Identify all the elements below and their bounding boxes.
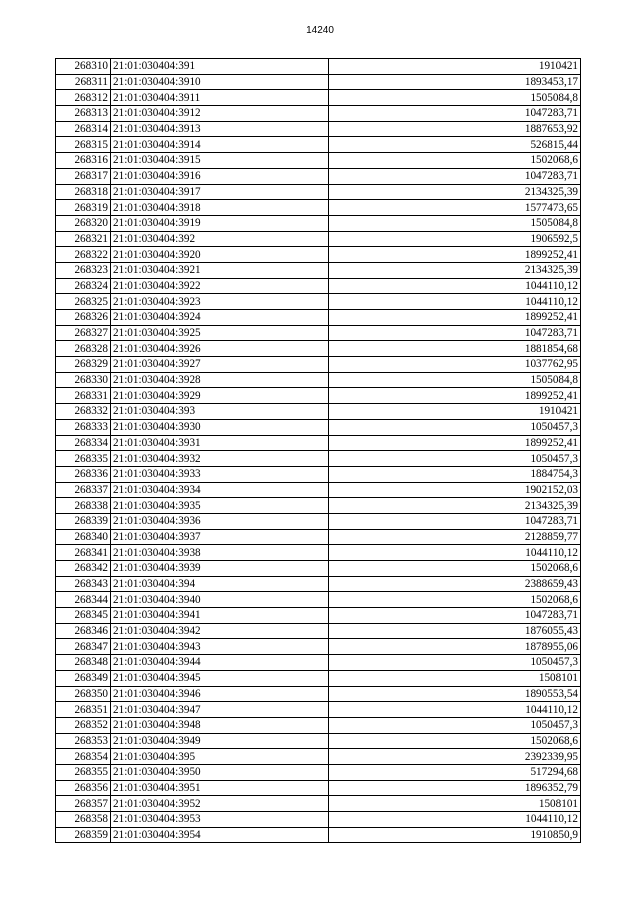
row-number: 268348 [56, 655, 111, 671]
cadastral-number: 21:01:030404:3951 [111, 780, 329, 796]
row-number: 268312 [56, 90, 111, 106]
cadastral-value: 1502068,6 [329, 733, 581, 749]
cadastral-number: 21:01:030404:3924 [111, 310, 329, 326]
cadastral-value: 526815,44 [329, 137, 581, 153]
cadastral-value: 1050457,3 [329, 451, 581, 467]
cadastral-value: 1910850,9 [329, 827, 581, 843]
table-row [56, 121, 581, 137]
row-number: 268333 [56, 419, 111, 435]
cadastral-number: 21:01:030404:3915 [111, 153, 329, 169]
row-number: 268343 [56, 576, 111, 592]
cadastral-number: 21:01:030404:3947 [111, 702, 329, 718]
row-number: 268332 [56, 404, 111, 420]
cadastral-number: 21:01:030404:3923 [111, 294, 329, 310]
table-row [56, 435, 581, 451]
cadastral-number: 21:01:030404:3925 [111, 325, 329, 341]
cadastral-value: 1884754,3 [329, 466, 581, 482]
cadastral-value: 1899252,41 [329, 435, 581, 451]
table-row [56, 451, 581, 467]
table-row [56, 262, 581, 278]
table-row [56, 780, 581, 796]
row-number: 268352 [56, 717, 111, 733]
cadastral-value: 1044110,12 [329, 294, 581, 310]
row-number: 268330 [56, 372, 111, 388]
table-row [56, 215, 581, 231]
row-number: 268356 [56, 780, 111, 796]
cadastral-value: 2392339,95 [329, 749, 581, 765]
cadastral-number: 21:01:030404:3918 [111, 200, 329, 216]
cadastral-value: 1047283,71 [329, 608, 581, 624]
cadastral-value: 1044110,12 [329, 278, 581, 294]
cadastral-number: 21:01:030404:3919 [111, 215, 329, 231]
row-number: 268340 [56, 529, 111, 545]
row-number: 268315 [56, 137, 111, 153]
cadastral-value: 1887653,92 [329, 121, 581, 137]
table-row [56, 702, 581, 718]
cadastral-value: 1044110,12 [329, 702, 581, 718]
cadastral-value: 1505084,8 [329, 215, 581, 231]
cadastral-number: 21:01:030404:3932 [111, 451, 329, 467]
cadastral-value: 1502068,6 [329, 592, 581, 608]
table-row [56, 686, 581, 702]
row-number: 268353 [56, 733, 111, 749]
table-row [56, 90, 581, 106]
row-number: 268338 [56, 498, 111, 514]
cadastral-number: 21:01:030404:3911 [111, 90, 329, 106]
cadastral-number: 21:01:030404:3912 [111, 106, 329, 122]
row-number: 268350 [56, 686, 111, 702]
cadastral-value: 1050457,3 [329, 717, 581, 733]
table-row [56, 168, 581, 184]
cadastral-value: 1910421 [329, 59, 581, 75]
cadastral-value: 1047283,71 [329, 325, 581, 341]
cadastral-number: 21:01:030404:3941 [111, 608, 329, 624]
table-row [56, 608, 581, 624]
cadastral-number: 21:01:030404:3948 [111, 717, 329, 733]
cadastral-number: 21:01:030404:3950 [111, 764, 329, 780]
cadastral-value: 1037762,95 [329, 357, 581, 373]
row-number: 268351 [56, 702, 111, 718]
cadastral-number: 21:01:030404:3946 [111, 686, 329, 702]
cadastral-number: 21:01:030404:3949 [111, 733, 329, 749]
row-number: 268354 [56, 749, 111, 765]
cadastral-number: 21:01:030404:3953 [111, 812, 329, 828]
table-row [56, 796, 581, 812]
row-number: 268324 [56, 278, 111, 294]
table-row [56, 357, 581, 373]
table-row [56, 184, 581, 200]
row-number: 268310 [56, 59, 111, 75]
row-number: 268327 [56, 325, 111, 341]
row-number: 268326 [56, 310, 111, 326]
cadastral-number: 21:01:030404:3922 [111, 278, 329, 294]
cadastral-number: 21:01:030404:3926 [111, 341, 329, 357]
table-row [56, 74, 581, 90]
cadastral-number: 21:01:030404:3916 [111, 168, 329, 184]
row-number: 268322 [56, 247, 111, 263]
cadastral-number: 21:01:030404:3935 [111, 498, 329, 514]
cadastral-number: 21:01:030404:3910 [111, 74, 329, 90]
cadastral-value: 1508101 [329, 796, 581, 812]
cadastral-number: 21:01:030404:3944 [111, 655, 329, 671]
cadastral-number: 21:01:030404:394 [111, 576, 329, 592]
cadastral-value: 1881854,68 [329, 341, 581, 357]
cadastral-number: 21:01:030404:393 [111, 404, 329, 420]
table-row [56, 294, 581, 310]
table-row [56, 670, 581, 686]
table-row [56, 419, 581, 435]
cadastral-number: 21:01:030404:3914 [111, 137, 329, 153]
table-row [56, 231, 581, 247]
table-row [56, 325, 581, 341]
cadastral-value: 1047283,71 [329, 106, 581, 122]
table-body [56, 59, 581, 843]
row-number: 268342 [56, 561, 111, 577]
row-number: 268335 [56, 451, 111, 467]
cadastral-number: 21:01:030404:3929 [111, 388, 329, 404]
table-row [56, 639, 581, 655]
row-number: 268320 [56, 215, 111, 231]
row-number: 268359 [56, 827, 111, 843]
cadastral-value: 1047283,71 [329, 168, 581, 184]
row-number: 268321 [56, 231, 111, 247]
cadastral-value: 1505084,8 [329, 372, 581, 388]
table-row [56, 592, 581, 608]
cadastral-value: 1899252,41 [329, 247, 581, 263]
cadastral-value: 1505084,8 [329, 90, 581, 106]
table-row [56, 482, 581, 498]
row-number: 268344 [56, 592, 111, 608]
cadastral-value: 1050457,3 [329, 655, 581, 671]
cadastral-value: 2134325,39 [329, 498, 581, 514]
cadastral-value: 2134325,39 [329, 184, 581, 200]
row-number: 268329 [56, 357, 111, 373]
table-row [56, 404, 581, 420]
cadastral-number: 21:01:030404:3921 [111, 262, 329, 278]
table-row [56, 137, 581, 153]
table-row [56, 310, 581, 326]
table-row [56, 655, 581, 671]
cadastral-number: 21:01:030404:3931 [111, 435, 329, 451]
row-number: 268323 [56, 262, 111, 278]
cadastral-number: 21:01:030404:3938 [111, 545, 329, 561]
cadastral-value: 1502068,6 [329, 153, 581, 169]
cadastral-number: 21:01:030404:3942 [111, 623, 329, 639]
table-row [56, 106, 581, 122]
cadastral-number: 21:01:030404:3920 [111, 247, 329, 263]
cadastral-number: 21:01:030404:3937 [111, 529, 329, 545]
cadastral-value: 1902152,03 [329, 482, 581, 498]
cadastral-number: 21:01:030404:392 [111, 231, 329, 247]
table-row [56, 341, 581, 357]
row-number: 268325 [56, 294, 111, 310]
row-number: 268336 [56, 466, 111, 482]
table-row [56, 812, 581, 828]
row-number: 268341 [56, 545, 111, 561]
cadastral-value: 1906592,5 [329, 231, 581, 247]
cadastral-value: 1047283,71 [329, 513, 581, 529]
table-row [56, 545, 581, 561]
table-row [56, 764, 581, 780]
row-number: 268334 [56, 435, 111, 451]
page-number: 14240 [306, 25, 334, 36]
table-row [56, 576, 581, 592]
table-row [56, 717, 581, 733]
table-row [56, 153, 581, 169]
cadastral-number: 21:01:030404:3917 [111, 184, 329, 200]
row-number: 268311 [56, 74, 111, 90]
cadastral-value-table [55, 58, 581, 843]
table-row [56, 59, 581, 75]
cadastral-value: 1577473,65 [329, 200, 581, 216]
table-row [56, 513, 581, 529]
cadastral-value: 517294,68 [329, 764, 581, 780]
row-number: 268345 [56, 608, 111, 624]
cadastral-value: 1910421 [329, 404, 581, 420]
row-number: 268358 [56, 812, 111, 828]
row-number: 268319 [56, 200, 111, 216]
row-number: 268314 [56, 121, 111, 137]
cadastral-value: 1878955,06 [329, 639, 581, 655]
cadastral-number: 21:01:030404:391 [111, 59, 329, 75]
table-row [56, 529, 581, 545]
cadastral-number: 21:01:030404:3928 [111, 372, 329, 388]
row-number: 268316 [56, 153, 111, 169]
row-number: 268339 [56, 513, 111, 529]
cadastral-number: 21:01:030404:3936 [111, 513, 329, 529]
cadastral-number: 21:01:030404:3933 [111, 466, 329, 482]
cadastral-number: 21:01:030404:3934 [111, 482, 329, 498]
table-row [56, 466, 581, 482]
cadastral-value: 1502068,6 [329, 561, 581, 577]
cadastral-value: 2388659,43 [329, 576, 581, 592]
row-number: 268331 [56, 388, 111, 404]
table-row [56, 200, 581, 216]
cadastral-value: 1044110,12 [329, 545, 581, 561]
row-number: 268347 [56, 639, 111, 655]
row-number: 268346 [56, 623, 111, 639]
cadastral-value: 1044110,12 [329, 812, 581, 828]
cadastral-value: 1893453,17 [329, 74, 581, 90]
row-number: 268337 [56, 482, 111, 498]
cadastral-value: 1508101 [329, 670, 581, 686]
cadastral-number: 21:01:030404:3930 [111, 419, 329, 435]
cadastral-number: 21:01:030404:3943 [111, 639, 329, 655]
table-row [56, 247, 581, 263]
cadastral-number: 21:01:030404:3954 [111, 827, 329, 843]
table-row [56, 623, 581, 639]
row-number: 268355 [56, 764, 111, 780]
cadastral-value: 2128859,77 [329, 529, 581, 545]
cadastral-value: 1050457,3 [329, 419, 581, 435]
row-number: 268313 [56, 106, 111, 122]
row-number: 268317 [56, 168, 111, 184]
cadastral-value: 1896352,79 [329, 780, 581, 796]
row-number: 268357 [56, 796, 111, 812]
table-row [56, 749, 581, 765]
cadastral-number: 21:01:030404:3939 [111, 561, 329, 577]
cadastral-number: 21:01:030404:3913 [111, 121, 329, 137]
cadastral-number: 21:01:030404:3952 [111, 796, 329, 812]
cadastral-value: 1899252,41 [329, 388, 581, 404]
table-row [56, 388, 581, 404]
cadastral-value: 1876055,43 [329, 623, 581, 639]
cadastral-number: 21:01:030404:395 [111, 749, 329, 765]
table-row [56, 372, 581, 388]
table-row [56, 278, 581, 294]
table-row [56, 827, 581, 843]
row-number: 268318 [56, 184, 111, 200]
row-number: 268349 [56, 670, 111, 686]
cadastral-value: 2134325,39 [329, 262, 581, 278]
cadastral-number: 21:01:030404:3945 [111, 670, 329, 686]
cadastral-value: 1899252,41 [329, 310, 581, 326]
table-row [56, 733, 581, 749]
row-number: 268328 [56, 341, 111, 357]
table-row [56, 561, 581, 577]
cadastral-number: 21:01:030404:3927 [111, 357, 329, 373]
cadastral-number: 21:01:030404:3940 [111, 592, 329, 608]
cadastral-value: 1890553,54 [329, 686, 581, 702]
table-row [56, 498, 581, 514]
